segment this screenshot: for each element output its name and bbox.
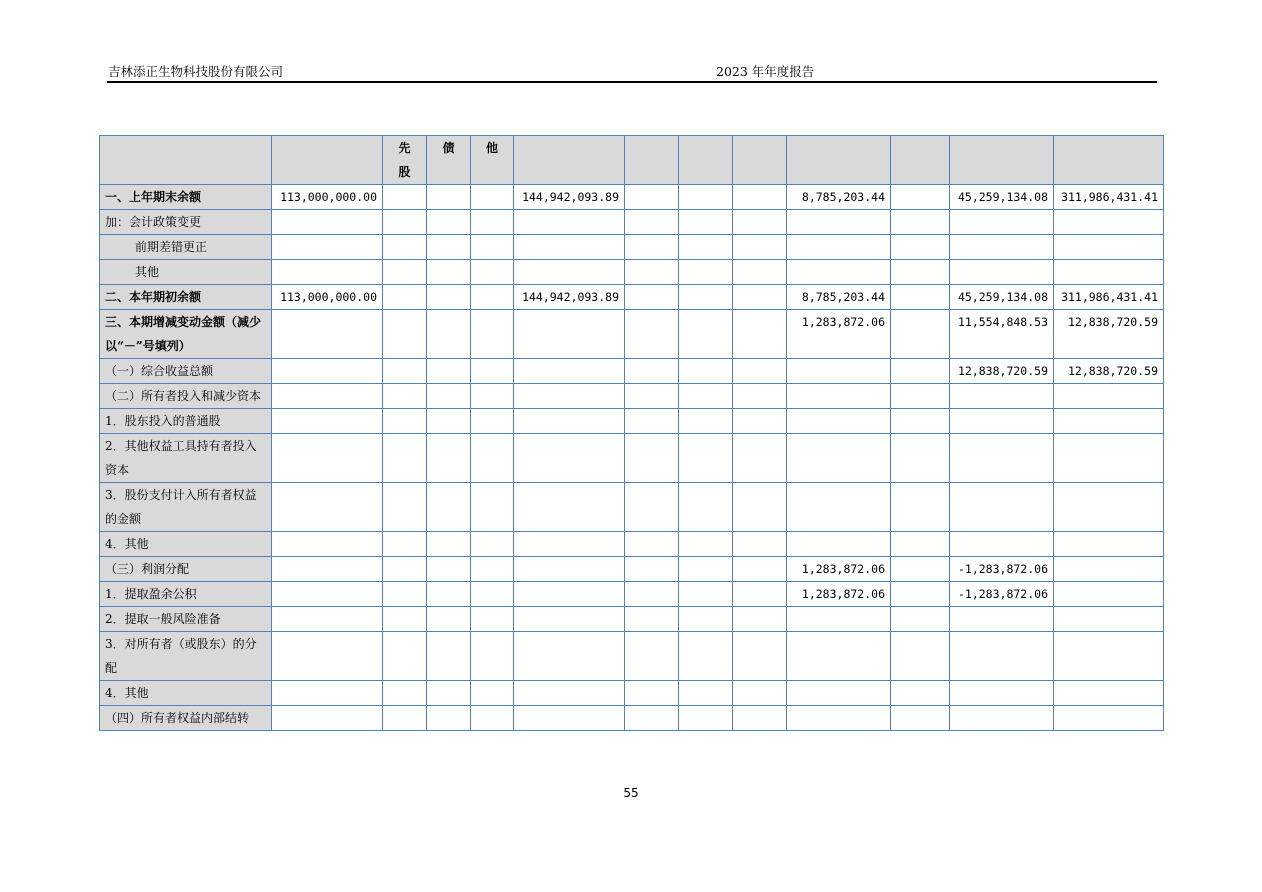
- value-cell: [950, 681, 1054, 706]
- value-cell: [733, 285, 787, 310]
- table-row: [100, 235, 1164, 260]
- value-cell: [471, 260, 514, 285]
- value-cell: [427, 384, 471, 409]
- value-cell: [272, 359, 383, 384]
- value-cell: [625, 285, 679, 310]
- header-cell: 先股: [383, 136, 427, 185]
- value-cell: [383, 582, 427, 607]
- value-cell: [427, 260, 471, 285]
- value-cell: [625, 582, 679, 607]
- value-cell: [1054, 409, 1164, 434]
- value-cell: [272, 310, 383, 359]
- value-cell: 144,942,093.89: [514, 185, 625, 210]
- value-cell: [471, 285, 514, 310]
- value-cell: [427, 557, 471, 582]
- table-row: [100, 483, 1164, 532]
- value-cell: [1054, 607, 1164, 632]
- value-cell: [427, 310, 471, 359]
- value-cell: [272, 607, 383, 632]
- value-cell: [471, 706, 514, 731]
- row-label: 2．提取一般风险准备: [100, 607, 272, 632]
- value-cell: [625, 310, 679, 359]
- value-cell: [625, 607, 679, 632]
- value-cell: [471, 532, 514, 557]
- value-cell: [733, 483, 787, 532]
- value-cell: [272, 260, 383, 285]
- value-cell: [625, 235, 679, 260]
- value-cell: [514, 557, 625, 582]
- value-cell: [679, 359, 733, 384]
- value-cell: [427, 582, 471, 607]
- value-cell: [679, 384, 733, 409]
- value-cell: [427, 706, 471, 731]
- value-cell: [787, 483, 891, 532]
- value-cell: 1,283,872.06: [787, 310, 891, 359]
- row-label: 加：会计政策变更: [100, 210, 272, 235]
- table-row: [100, 260, 1164, 285]
- value-cell: [383, 706, 427, 731]
- value-cell: [383, 409, 427, 434]
- table-row: [100, 557, 1164, 582]
- value-cell: [950, 384, 1054, 409]
- table-row: [100, 582, 1164, 607]
- value-cell: [471, 434, 514, 483]
- value-cell: [1054, 532, 1164, 557]
- value-cell: [733, 532, 787, 557]
- value-cell: [679, 210, 733, 235]
- value-cell: [950, 210, 1054, 235]
- value-cell: [950, 532, 1054, 557]
- row-label: 其他: [100, 260, 272, 285]
- value-cell: [383, 260, 427, 285]
- table-row: [100, 285, 1164, 310]
- row-label: 4．其他: [100, 681, 272, 706]
- table-row: [100, 434, 1164, 483]
- equity-changes-table: [99, 135, 1164, 731]
- value-cell: [272, 557, 383, 582]
- value-cell: 113,000,000.00: [272, 285, 383, 310]
- value-cell: [1054, 557, 1164, 582]
- header-cell: [733, 136, 787, 185]
- value-cell: [679, 235, 733, 260]
- value-cell: [383, 310, 427, 359]
- value-cell: [272, 384, 383, 409]
- value-cell: [891, 409, 950, 434]
- value-cell: [1054, 582, 1164, 607]
- value-cell: [679, 434, 733, 483]
- value-cell: [733, 409, 787, 434]
- value-cell: [471, 582, 514, 607]
- header-cell: [679, 136, 733, 185]
- value-cell: [679, 632, 733, 681]
- table-row: [100, 384, 1164, 409]
- value-cell: [383, 434, 427, 483]
- company-name: 吉林添正生物科技股份有限公司: [108, 64, 284, 79]
- header-rule: [107, 81, 1157, 83]
- value-cell: [514, 434, 625, 483]
- value-cell: [272, 409, 383, 434]
- value-cell: [891, 210, 950, 235]
- value-cell: [787, 210, 891, 235]
- value-cell: [427, 681, 471, 706]
- value-cell: [891, 706, 950, 731]
- value-cell: [514, 409, 625, 434]
- value-cell: [950, 607, 1054, 632]
- value-cell: [383, 210, 427, 235]
- value-cell: [1054, 260, 1164, 285]
- value-cell: [272, 210, 383, 235]
- value-cell: [625, 532, 679, 557]
- value-cell: [383, 532, 427, 557]
- value-cell: [427, 632, 471, 681]
- value-cell: [787, 607, 891, 632]
- value-cell: [272, 483, 383, 532]
- value-cell: [514, 582, 625, 607]
- value-cell: [427, 607, 471, 632]
- value-cell: [514, 384, 625, 409]
- value-cell: [1054, 483, 1164, 532]
- value-cell: 12,838,720.59: [950, 359, 1054, 384]
- header-cell: [787, 136, 891, 185]
- value-cell: [272, 434, 383, 483]
- value-cell: [272, 582, 383, 607]
- value-cell: [427, 434, 471, 483]
- row-label: （二）所有者投入和减少资本: [100, 384, 272, 409]
- table-row: [100, 210, 1164, 235]
- value-cell: [679, 483, 733, 532]
- value-cell: [679, 260, 733, 285]
- value-cell: [471, 310, 514, 359]
- value-cell: [787, 632, 891, 681]
- value-cell: [1054, 210, 1164, 235]
- value-cell: [625, 185, 679, 210]
- header-cell: [514, 136, 625, 185]
- value-cell: [514, 632, 625, 681]
- value-cell: [733, 210, 787, 235]
- value-cell: [514, 607, 625, 632]
- value-cell: [950, 483, 1054, 532]
- row-label: 三、本期增减变动金额（减少以“－”号填列）: [100, 310, 272, 359]
- value-cell: 113,000,000.00: [272, 185, 383, 210]
- value-cell: -1,283,872.06: [950, 557, 1054, 582]
- value-cell: [625, 706, 679, 731]
- value-cell: 144,942,093.89: [514, 285, 625, 310]
- value-cell: [471, 557, 514, 582]
- header-cell: [1054, 136, 1164, 185]
- value-cell: [733, 706, 787, 731]
- value-cell: [787, 532, 891, 557]
- value-cell: [679, 185, 733, 210]
- value-cell: [1054, 384, 1164, 409]
- row-label: （四）所有者权益内部结转: [100, 706, 272, 731]
- table-row: [100, 359, 1164, 384]
- value-cell: [272, 706, 383, 731]
- value-cell: [1054, 706, 1164, 731]
- report-title: 2023 年年度报告: [716, 64, 815, 79]
- value-cell: [383, 235, 427, 260]
- row-label: 3．股份支付计入所有者权益的金额: [100, 483, 272, 532]
- value-cell: [272, 532, 383, 557]
- value-cell: [427, 359, 471, 384]
- value-cell: 1,283,872.06: [787, 557, 891, 582]
- value-cell: [891, 260, 950, 285]
- row-label: 2．其他权益工具持有者投入资本: [100, 434, 272, 483]
- value-cell: [1054, 681, 1164, 706]
- header-cell: 他: [471, 136, 514, 185]
- value-cell: [427, 532, 471, 557]
- value-cell: [787, 409, 891, 434]
- value-cell: [733, 434, 787, 483]
- value-cell: [514, 260, 625, 285]
- value-cell: [514, 310, 625, 359]
- value-cell: [514, 532, 625, 557]
- header-cell: [891, 136, 950, 185]
- table-row: [100, 706, 1164, 731]
- value-cell: [383, 483, 427, 532]
- value-cell: [679, 706, 733, 731]
- row-label: （三）利润分配: [100, 557, 272, 582]
- value-cell: [891, 285, 950, 310]
- value-cell: [950, 235, 1054, 260]
- value-cell: [1054, 235, 1164, 260]
- value-cell: [383, 359, 427, 384]
- value-cell: [733, 582, 787, 607]
- value-cell: [891, 359, 950, 384]
- page-number: 55: [623, 786, 639, 800]
- value-cell: [787, 235, 891, 260]
- value-cell: [733, 235, 787, 260]
- table-header-row: [100, 136, 1164, 185]
- header-cell: [950, 136, 1054, 185]
- value-cell: [891, 607, 950, 632]
- value-cell: [950, 409, 1054, 434]
- value-cell: [471, 210, 514, 235]
- value-cell: [733, 310, 787, 359]
- value-cell: [427, 235, 471, 260]
- value-cell: [427, 285, 471, 310]
- value-cell: [427, 409, 471, 434]
- value-cell: [950, 706, 1054, 731]
- row-label: 二、本年期初余额: [100, 285, 272, 310]
- value-cell: [471, 607, 514, 632]
- table-row: [100, 681, 1164, 706]
- value-cell: [950, 632, 1054, 681]
- table-row: [100, 185, 1164, 210]
- value-cell: [787, 359, 891, 384]
- value-cell: [733, 681, 787, 706]
- value-cell: [383, 285, 427, 310]
- value-cell: [383, 384, 427, 409]
- value-cell: [625, 557, 679, 582]
- value-cell: [272, 235, 383, 260]
- header-cell: 债: [427, 136, 471, 185]
- value-cell: -1,283,872.06: [950, 582, 1054, 607]
- value-cell: [733, 632, 787, 681]
- table-row: [100, 409, 1164, 434]
- value-cell: 45,259,134.08: [950, 185, 1054, 210]
- value-cell: [471, 483, 514, 532]
- row-label: 1．股东投入的普通股: [100, 409, 272, 434]
- value-cell: [625, 681, 679, 706]
- value-cell: [679, 310, 733, 359]
- value-cell: [891, 681, 950, 706]
- value-cell: [787, 384, 891, 409]
- value-cell: [1054, 434, 1164, 483]
- value-cell: [471, 359, 514, 384]
- value-cell: [787, 706, 891, 731]
- value-cell: [427, 483, 471, 532]
- value-cell: [891, 483, 950, 532]
- value-cell: [679, 607, 733, 632]
- value-cell: [625, 384, 679, 409]
- value-cell: [1054, 632, 1164, 681]
- value-cell: [625, 483, 679, 532]
- value-cell: [679, 582, 733, 607]
- value-cell: [891, 235, 950, 260]
- value-cell: 45,259,134.08: [950, 285, 1054, 310]
- value-cell: [471, 185, 514, 210]
- value-cell: [891, 434, 950, 483]
- value-cell: [514, 681, 625, 706]
- value-cell: [471, 632, 514, 681]
- value-cell: [383, 632, 427, 681]
- value-cell: [733, 359, 787, 384]
- table-row: [100, 532, 1164, 557]
- value-cell: [471, 681, 514, 706]
- value-cell: [679, 409, 733, 434]
- row-label: 4．其他: [100, 532, 272, 557]
- header-cell: [100, 136, 272, 185]
- value-cell: [891, 632, 950, 681]
- row-label: （一）综合收益总额: [100, 359, 272, 384]
- table-row: [100, 632, 1164, 681]
- value-cell: 1,283,872.06: [787, 582, 891, 607]
- header-cell: [625, 136, 679, 185]
- value-cell: [891, 557, 950, 582]
- value-cell: [471, 384, 514, 409]
- value-cell: [625, 434, 679, 483]
- value-cell: [625, 210, 679, 235]
- value-cell: [427, 210, 471, 235]
- value-cell: [733, 607, 787, 632]
- value-cell: [891, 532, 950, 557]
- value-cell: [679, 681, 733, 706]
- value-cell: 311,986,431.41: [1054, 185, 1164, 210]
- value-cell: [514, 235, 625, 260]
- value-cell: [787, 260, 891, 285]
- table-row: [100, 607, 1164, 632]
- value-cell: 311,986,431.41: [1054, 285, 1164, 310]
- value-cell: [733, 260, 787, 285]
- header-cell: [272, 136, 383, 185]
- value-cell: 12,838,720.59: [1054, 310, 1164, 359]
- value-cell: 8,785,203.44: [787, 185, 891, 210]
- table-row: [100, 310, 1164, 359]
- value-cell: [514, 483, 625, 532]
- value-cell: [733, 384, 787, 409]
- value-cell: [679, 285, 733, 310]
- value-cell: [891, 384, 950, 409]
- value-cell: [625, 632, 679, 681]
- value-cell: [891, 185, 950, 210]
- value-cell: [625, 359, 679, 384]
- value-cell: [679, 557, 733, 582]
- value-cell: [787, 681, 891, 706]
- row-label: 前期差错更正: [100, 235, 272, 260]
- value-cell: 12,838,720.59: [1054, 359, 1164, 384]
- value-cell: [891, 310, 950, 359]
- value-cell: [383, 557, 427, 582]
- value-cell: [891, 582, 950, 607]
- value-cell: [427, 185, 471, 210]
- value-cell: [383, 185, 427, 210]
- value-cell: [514, 210, 625, 235]
- value-cell: 11,554,848.53: [950, 310, 1054, 359]
- value-cell: [787, 434, 891, 483]
- value-cell: [272, 681, 383, 706]
- value-cell: [383, 681, 427, 706]
- value-cell: [471, 235, 514, 260]
- value-cell: [733, 185, 787, 210]
- value-cell: [625, 260, 679, 285]
- value-cell: [625, 409, 679, 434]
- value-cell: 8,785,203.44: [787, 285, 891, 310]
- value-cell: [514, 706, 625, 731]
- row-label: 1．提取盈余公积: [100, 582, 272, 607]
- value-cell: [471, 409, 514, 434]
- value-cell: [733, 557, 787, 582]
- value-cell: [679, 532, 733, 557]
- value-cell: [383, 607, 427, 632]
- row-label: 一、上年期末余额: [100, 185, 272, 210]
- value-cell: [272, 632, 383, 681]
- row-label: 3．对所有者（或股东）的分配: [100, 632, 272, 681]
- table-body: [100, 136, 1164, 731]
- value-cell: [950, 434, 1054, 483]
- value-cell: [514, 359, 625, 384]
- value-cell: [950, 260, 1054, 285]
